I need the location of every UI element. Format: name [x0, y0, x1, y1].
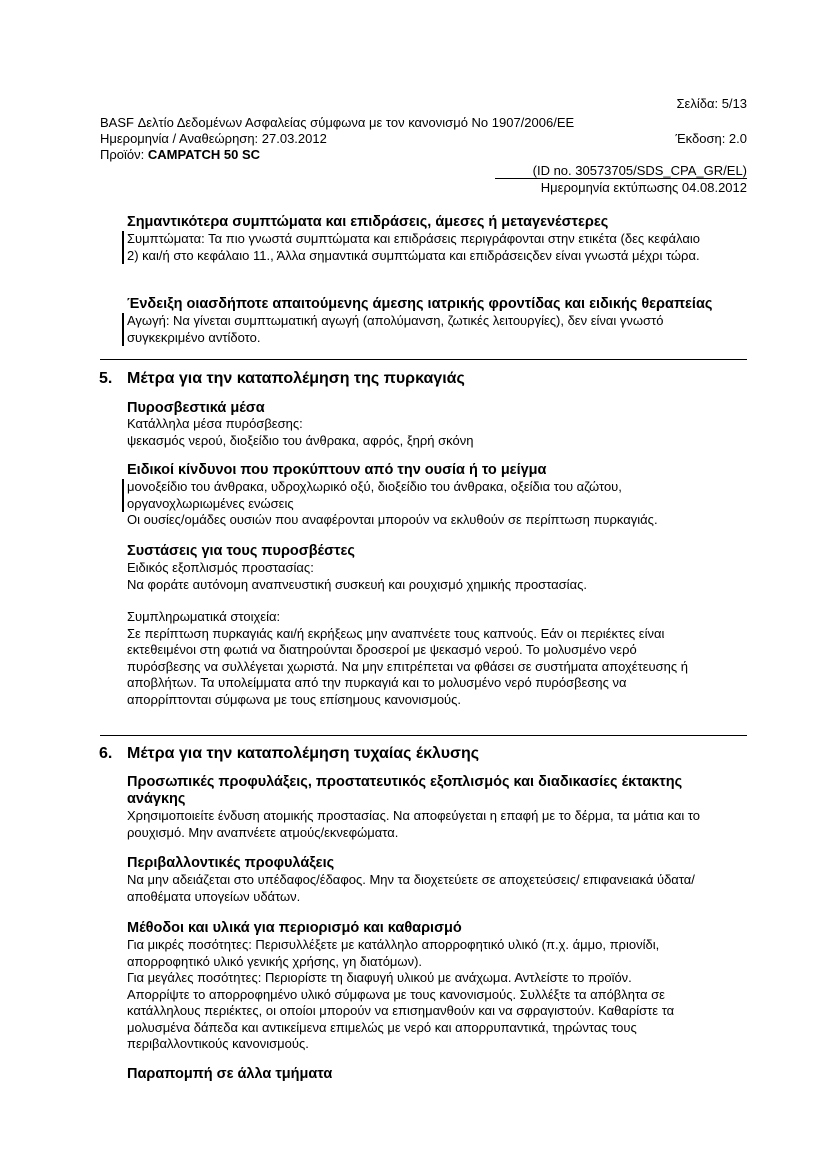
text-line: απορροφητικό υλικό γενικής χρήσης, γη διατόμων). — [127, 953, 423, 969]
hazards-heading: Ειδικοί κίνδυνοι που προκύπτουν από την ουσία ή το μείγμα — [127, 462, 547, 478]
text-line: Για μεγάλες ποσότητες: Περιορίστε τη διαφυγή υλικού με ανάχωμα. Αντλείστε το προϊόν. — [127, 970, 632, 985]
section-5-number: 5. — [99, 370, 113, 387]
product-label: Προϊόν: — [100, 147, 148, 162]
revision-marker — [122, 479, 124, 512]
text-line: Κατάλληλα μέσα πυρόσβεσης: — [127, 416, 303, 431]
symptoms-heading: Σημαντικότερα συμπτώματα και επιδράσεις, άμεσες ή μεταγενέστερες — [127, 214, 609, 230]
document-title: BASF Δελτίο Δεδομένων Ασφαλείας σύμφωνα με τον κανονισμό Νο 1907/2006/ΕΕ — [100, 115, 575, 130]
reference-heading: Παραπομπή σε άλλα τμήματα — [127, 1066, 333, 1082]
environmental-text — [127, 872, 747, 905]
section-divider — [100, 735, 747, 736]
text-line: Να φοράτε αυτόνομη αναπνευστική συσκευή και ρουχισμό χημικής προστασίας. — [127, 576, 587, 592]
medical-text — [127, 313, 747, 346]
medical-heading: Ένδειξη οιασδήποτε απαιτούμενης άμεσης ιατρικής φροντίδας και ειδικής θεραπείας — [127, 296, 713, 312]
text-line: πυρόσβεσης να συλλέγεται χωριστά. Να μην επιτρέπεται να φθάσει σε συστήματα αποχέτευσης ή — [127, 658, 688, 674]
print-date: Ημερομηνία εκτύπωσης 04.08.2012 — [540, 180, 747, 195]
methods-text — [127, 937, 747, 1053]
symptoms-text — [127, 231, 747, 264]
text-line: εκτεθειμένοι στη φωτιά να διατηρούνται δροσεροί με ψεκασμό νερού. Το μολυσμένο νερό — [127, 642, 637, 657]
text-line: αποβλήτων. Τα υπολείμματα από την πυρκαγιά και το μολυσμένο νερό πυρόσβεσης να — [127, 675, 627, 690]
text-line: Για μικρές ποσότητες: Περισυλλέξετε με κατάλληλο απορροφητικό υλικό (π.χ. άμμο, πριονίδι, — [127, 937, 660, 952]
revision-marker — [122, 313, 124, 346]
media-text — [127, 416, 747, 449]
product-line — [100, 147, 260, 162]
text-line: Ειδικός εξοπλισμός προστασίας: — [127, 560, 314, 575]
text-line: μολυσμένα δάπεδα και αντικείμενα επιμελώς με νερό και απορρυπαντικά, τηρώντας τους — [127, 1019, 637, 1035]
revision-date: Ημερομηνία / Αναθεώρηση: 27.03.2012 — [100, 131, 327, 146]
text-line: ρουχισμό. Μην αναπνέετε ατμούς/εκνεφώματα. — [127, 824, 399, 840]
text-line: Απορρίψτε το απορροφημένο υλικό σύμφωνα με τους κανονισμούς. Συλλέξτε τα απόβλητα σε — [127, 986, 665, 1002]
text-line: Συμπτώματα: Τα πιο γνωστά συμπτώματα και επιδράσεις περιγράφονται στην ετικέτα (δες κεφάλαιο — [127, 231, 700, 246]
text-line: 2) και/ή στο κεφάλαιο 11., Άλλα σημαντικά συμπτώματα και επιδράσειςδεν είναι γνωστά μέχρι τώρα. — [127, 247, 700, 263]
section-6-title: Μέτρα για την καταπολέμηση τυχαίας έκλυσης — [127, 745, 480, 762]
personal-precautions-heading — [127, 774, 682, 808]
media-heading: Πυροσβεστικά μέσα — [127, 400, 265, 416]
text-line: συγκεκριμένο αντίδοτο. — [127, 329, 261, 345]
text-line: Σε περίπτωση πυρκαγιάς και/ή εκρήξεως μην αναπνέετε τους καπνούς. Εάν οι περιέκτες είναι — [127, 625, 665, 641]
personal-precautions-text — [127, 808, 747, 841]
text-line: ψεκασμός νερού, διοξείδιο του άνθρακα, αφρός, ξηρή σκόνη — [127, 432, 474, 448]
text-line: Συμπληρωματικά στοιχεία: — [127, 609, 281, 624]
text-line: απορρίπτονται σύμφωνα με τους επίσημους κανονισμούς. — [127, 691, 462, 707]
id-number: (ID no. 30573705/SDS_CPA_GR/EL) — [532, 163, 747, 178]
text-line: Να μην αδειάζεται στο υπέδαφος/έδαφος. Μην τα διοχετεύετε σε αποχετεύσεις/ επιφανειακά ύδατα/ — [127, 872, 695, 887]
version: Έκδοση: 2.0 — [675, 131, 747, 146]
environmental-heading: Περιβαλλοντικές προφυλάξεις — [127, 855, 335, 871]
text-line: οργανοχλωριωμένες ενώσεις — [127, 495, 294, 511]
product-name: CAMPATCH 50 SC — [147, 147, 261, 162]
text-line: Οι ουσίες/ομάδες ουσιών που αναφέρονται μπορούν να εκλυθούν σε περίπτωση πυρκαγιάς. — [127, 512, 658, 527]
heading-line: Προσωπικές προφυλάξεις, προστατευτικός εξοπλισμός και διαδικασίες έκτακτης — [127, 774, 683, 790]
revision-marker — [122, 231, 124, 264]
id-underline — [495, 178, 747, 179]
section-5-title: Μέτρα για την καταπολέμηση της πυρκαγιάς — [127, 370, 465, 387]
heading-line: ανάγκης — [127, 791, 186, 807]
advice-heading: Συστάσεις για τους πυροσβέστες — [127, 543, 355, 559]
text-line: Χρησιμοποιείτε ένδυση ατομικής προστασίας. Να αποφεύγεται η επαφή με το δέρμα, τα μάτια και το — [127, 808, 701, 823]
text-line: κατάλληλους περιέκτες, οι οποίοι μπορούν να επισημανθούν και να σφραγιστούν. Καθαρίστε τα — [127, 1003, 675, 1018]
section-divider — [100, 359, 747, 360]
section-6-number: 6. — [99, 745, 113, 762]
methods-heading: Μέθοδοι και υλικά για περιορισμό και καθαρισμό — [127, 920, 462, 936]
advice-text — [127, 560, 747, 593]
additional-info-text — [127, 609, 747, 708]
text-line: αποθέματα υπογείων υδάτων. — [127, 888, 301, 904]
hazards-text — [127, 479, 747, 529]
text-line: περιβαλλοντικούς κανονισμούς. — [127, 1036, 309, 1051]
text-line: Αγωγή: Να γίνεται συμπτωματική αγωγή (απολύμανση, ζωτικές λειτουργίες), δεν είναι γνωστό — [127, 313, 664, 328]
page-number: Σελίδα: 5/13 — [676, 96, 747, 111]
text-line: μονοξείδιο του άνθρακα, υδροχλωρικό οξύ, διοξείδιο του άνθρακα, οξείδια του αζώτου, — [127, 479, 622, 494]
